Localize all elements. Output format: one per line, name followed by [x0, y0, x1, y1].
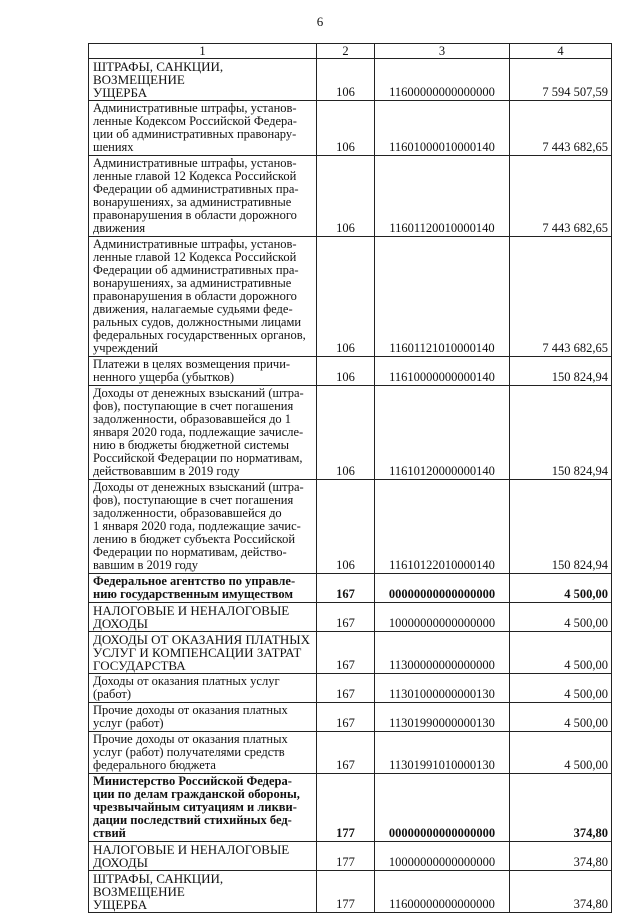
- table-row: [89, 59, 612, 101]
- row-amount-cell: 4 500,00: [510, 603, 612, 632]
- row-amount-cell: 4 500,00: [510, 703, 612, 732]
- row-admin-cell: 167: [317, 674, 375, 703]
- header-cell-admin: 2: [317, 44, 375, 59]
- row-admin-cell: 167: [317, 703, 375, 732]
- row-admin-cell: 177: [317, 774, 375, 842]
- table-row: [89, 156, 612, 237]
- table-row: [89, 574, 612, 603]
- row-name-cell: ШТРАФЫ, САНКЦИИ, ВОЗМЕЩЕНИЕ УЩЕРБА: [89, 871, 317, 913]
- row-code-cell: 11301000000000130: [375, 674, 510, 703]
- row-code-cell: 11601000010000140: [375, 101, 510, 156]
- row-amount-cell: 7 443 682,65: [510, 237, 612, 357]
- row-name-cell: НАЛОГОВЫЕ И НЕНАЛОГОВЫЕ ДОХОДЫ: [89, 842, 317, 871]
- row-name-cell: Платежи в целях возмещения причи- ненного ущерба (убытков): [89, 357, 317, 386]
- table-row: [89, 603, 612, 632]
- row-name-cell: Прочие доходы от оказания платных услуг (работ): [89, 703, 317, 732]
- table-row: [89, 842, 612, 871]
- row-admin-cell: 106: [317, 59, 375, 101]
- row-admin-cell: 167: [317, 632, 375, 674]
- row-amount-cell: 7 443 682,65: [510, 101, 612, 156]
- row-amount-cell: 4 500,00: [510, 574, 612, 603]
- row-code-cell: 11300000000000000: [375, 632, 510, 674]
- row-amount-cell: 374,80: [510, 871, 612, 913]
- row-name-cell: Доходы от оказания платных услуг (работ): [89, 674, 317, 703]
- row-name-cell: Федеральное агентство по управле- нию государственным имуществом: [89, 574, 317, 603]
- row-code-cell: 11301990000000130: [375, 703, 510, 732]
- row-code-cell: 11610122010000140: [375, 480, 510, 574]
- row-amount-cell: 374,80: [510, 842, 612, 871]
- row-code-cell: 11610120000000140: [375, 386, 510, 480]
- row-amount-cell: 4 500,00: [510, 732, 612, 774]
- table-row: [89, 674, 612, 703]
- row-amount-cell: 150 824,94: [510, 386, 612, 480]
- revenue-table: [88, 43, 612, 913]
- table-row: [89, 357, 612, 386]
- row-admin-cell: 167: [317, 574, 375, 603]
- row-admin-cell: 106: [317, 386, 375, 480]
- row-code-cell: 10000000000000000: [375, 603, 510, 632]
- row-code-cell: 00000000000000000: [375, 774, 510, 842]
- row-code-cell: 11600000000000000: [375, 871, 510, 913]
- row-name-cell: Министерство Российской Федера- ции по делам гражданской обороны, чрезвычайным ситуациям и ликви- дации последствий стихийных бед- ствий: [89, 774, 317, 842]
- table-row: [89, 237, 612, 357]
- row-admin-cell: 106: [317, 357, 375, 386]
- row-amount-cell: 374,80: [510, 774, 612, 842]
- table-header-row: [89, 44, 612, 59]
- row-admin-cell: 106: [317, 480, 375, 574]
- row-amount-cell: 4 500,00: [510, 632, 612, 674]
- row-code-cell: 11610000000000140: [375, 357, 510, 386]
- row-code-cell: 11601121010000140: [375, 237, 510, 357]
- row-name-cell: Доходы от денежных взысканий (штра- фов), поступающие в счет погашения задолженности, образовавшейся до 1 января 2020 года, подлежащие зачис- лению в бюджет субъекта Российской Федерации по нормативам, действо- вавшим в 2019 году: [89, 480, 317, 574]
- row-name-cell: Административные штрафы, установ- ленные Кодексом Российской Федера- ции об административных правонару- шениях: [89, 101, 317, 156]
- row-amount-cell: 7 443 682,65: [510, 156, 612, 237]
- header-cell-amount: 4: [510, 44, 612, 59]
- row-name-cell: НАЛОГОВЫЕ И НЕНАЛОГОВЫЕ ДОХОДЫ: [89, 603, 317, 632]
- row-name-cell: Прочие доходы от оказания платных услуг (работ) получателями средств федерального бюджета: [89, 732, 317, 774]
- row-amount-cell: 4 500,00: [510, 674, 612, 703]
- row-amount-cell: 150 824,94: [510, 357, 612, 386]
- row-name-cell: Доходы от денежных взысканий (штра- фов), поступающие в счет погашения задолженности, образовавшейся до 1 января 2020 года, подлежащие зачисле- нию в бюджеты бюджетной системы Российской Федерации по нормативам, действовавшим в 2019 году: [89, 386, 317, 480]
- row-admin-cell: 106: [317, 237, 375, 357]
- header-cell-name: 1: [89, 44, 317, 59]
- table-row: [89, 632, 612, 674]
- header-cell-code: 3: [375, 44, 510, 59]
- row-code-cell: 00000000000000000: [375, 574, 510, 603]
- row-amount-cell: 7 594 507,59: [510, 59, 612, 101]
- row-name-cell: Административные штрафы, установ- ленные главой 12 Кодекса Российской Федерации об административных пра- вонарушениях, за административные правонарушения в области дорожного движения: [89, 156, 317, 237]
- table-row: [89, 101, 612, 156]
- row-admin-cell: 177: [317, 871, 375, 913]
- row-code-cell: 10000000000000000: [375, 842, 510, 871]
- row-admin-cell: 167: [317, 603, 375, 632]
- row-amount-cell: 150 824,94: [510, 480, 612, 574]
- row-admin-cell: 106: [317, 156, 375, 237]
- row-code-cell: 11301991010000130: [375, 732, 510, 774]
- row-admin-cell: 106: [317, 101, 375, 156]
- table-row: [89, 774, 612, 842]
- row-admin-cell: 177: [317, 842, 375, 871]
- row-code-cell: 11600000000000000: [375, 59, 510, 101]
- row-name-cell: ДОХОДЫ ОТ ОКАЗАНИЯ ПЛАТНЫХ УСЛУГ И КОМПЕНСАЦИИ ЗАТРАТ ГОСУДАРСТВА: [89, 632, 317, 674]
- row-code-cell: 11601120010000140: [375, 156, 510, 237]
- table-row: [89, 386, 612, 480]
- row-name-cell: ШТРАФЫ, САНКЦИИ, ВОЗМЕЩЕНИЕ УЩЕРБА: [89, 59, 317, 101]
- table-row: [89, 480, 612, 574]
- page-number: 6: [316, 14, 324, 29]
- row-admin-cell: 167: [317, 732, 375, 774]
- row-name-cell: Административные штрафы, установ- ленные главой 12 Кодекса Российской Федерации об административных пра- вонарушениях, за административные правонарушения в области дорожного движения, налагаемые судьями феде- ральных судов, должностными лицами федеральных государственных органов, учреждений: [89, 237, 317, 357]
- table-row: [89, 703, 612, 732]
- table-row: [89, 871, 612, 913]
- table-row: [89, 732, 612, 774]
